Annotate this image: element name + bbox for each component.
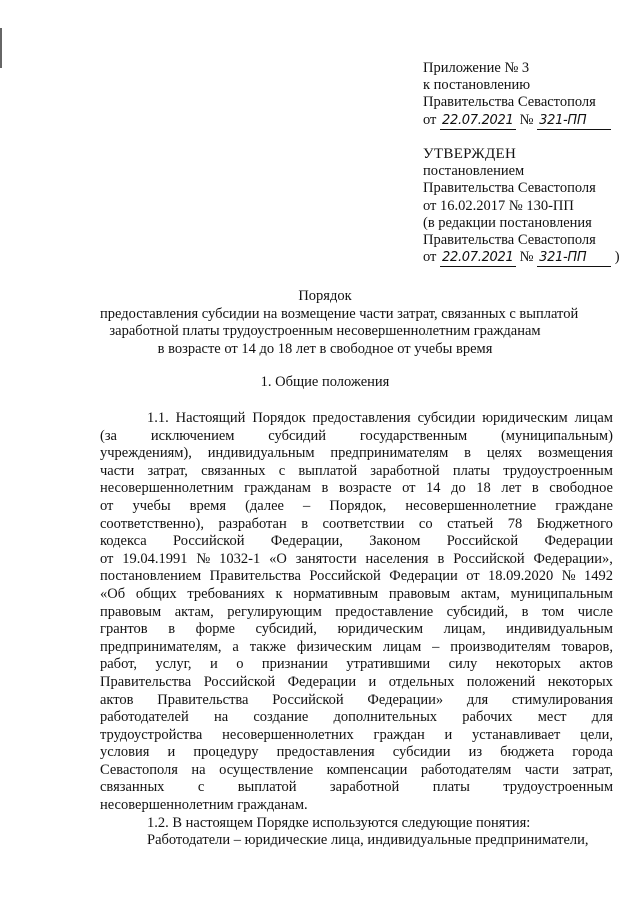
paragraph-1-3: Работодатели – юридические лица, индивидуальные предприниматели, [147, 832, 589, 849]
word: Российской [446, 533, 519, 550]
word: правовым [388, 585, 451, 602]
word: Российской [453, 550, 525, 567]
paragraph-1-1-line [100, 656, 613, 674]
paragraph-1-1-line [100, 568, 613, 586]
word: бюджета [500, 744, 555, 761]
word: актов [100, 691, 134, 708]
paragraph-1-1-line [100, 744, 613, 762]
paragraph-1-1 [100, 410, 613, 815]
paragraph-1-1-line [100, 709, 613, 727]
word: Российской [309, 568, 381, 585]
word: услуг, [155, 656, 192, 673]
word: части [100, 462, 135, 479]
word: со [418, 515, 433, 532]
word: постановлением [100, 568, 202, 585]
paragraph-1-1-line [100, 428, 613, 446]
heading-title: Порядок [298, 288, 352, 304]
document-heading [100, 288, 579, 358]
word: части [524, 761, 560, 778]
word: нормативным [293, 585, 379, 602]
appendix-block [423, 60, 633, 130]
approved-line-4: (в редакции постановления [423, 214, 592, 231]
word: – [303, 497, 311, 514]
word: осуществление [219, 761, 314, 778]
approved-title: УТВЕРЖДЕН [423, 146, 517, 162]
word: трудоустройства [100, 726, 203, 743]
word: трудоустроенным [503, 779, 613, 796]
word: учреждениям), [100, 445, 192, 462]
word: и [444, 726, 453, 743]
word: соответственно), [100, 515, 204, 532]
heading-line-2: заработной платы трудоустроенным несовершеннолетним гражданам [109, 323, 541, 340]
word: положений [466, 673, 536, 690]
word: исключением [150, 427, 235, 444]
word: Порядок [252, 410, 306, 426]
paragraph-1-1-line [100, 480, 613, 498]
heading-line-3: в возрасте от 14 до 18 лет в свободное от учебы время [157, 340, 493, 357]
word: занятости [295, 550, 357, 567]
word: (за [100, 427, 117, 444]
word: Настоящий [175, 410, 246, 426]
word: возмещения [538, 445, 613, 462]
word: лицам [382, 638, 422, 655]
word: для [466, 691, 489, 708]
word: кодекса [100, 533, 147, 550]
approved-line-5: Правительства Севастополя [423, 232, 596, 249]
word: Федерации [287, 673, 357, 690]
word: актов [579, 656, 613, 673]
appendix-date-handwritten: 22.07.2021 [440, 112, 516, 130]
word: о [236, 656, 244, 673]
approved-line-2: Правительства Севастополя [423, 180, 596, 197]
section-1-title: 1. Общие положения [260, 374, 390, 390]
appendix-line-1: Приложение № 3 [423, 60, 530, 76]
approved-block [423, 146, 633, 267]
approved-number-handwritten: 321-ПП [537, 249, 611, 267]
paragraph-1-1-line [100, 445, 613, 463]
word: на [191, 761, 206, 778]
word: в [531, 480, 539, 497]
word: процедуру [193, 744, 259, 761]
word: предоставления [312, 410, 411, 426]
paragraph-1-1-line [100, 639, 613, 657]
word: предпринимателям, [100, 638, 222, 655]
word: несовершеннолетним [100, 480, 234, 497]
word: гражданам [244, 480, 311, 497]
word: связанных [100, 779, 165, 796]
word: время [189, 497, 227, 514]
word: «Об [100, 585, 126, 602]
word: возрасте [338, 480, 392, 497]
word: в [321, 480, 329, 497]
paragraph-1-1-line [100, 498, 613, 516]
word: субсидий, [255, 621, 317, 638]
word: работодателей [100, 709, 189, 726]
word: производителям [450, 638, 551, 655]
word: грантов [100, 621, 148, 638]
word: лет [501, 480, 522, 497]
word: затрат, [147, 462, 188, 479]
word: Правительства [157, 691, 249, 708]
word: рабочих [462, 709, 513, 726]
word: в [301, 515, 309, 532]
word: 19.04.1991 [122, 550, 188, 567]
word: правовым [100, 603, 162, 620]
paragraph-1-1-line [100, 779, 613, 797]
word: заработной [370, 462, 440, 479]
word: целях [486, 445, 523, 462]
word: и [368, 673, 377, 690]
word: учебы [132, 497, 171, 514]
appendix-number-handwritten: 321-ПП [537, 112, 611, 130]
word: лицам, [443, 621, 486, 638]
word: из [468, 744, 483, 761]
word: Федерации», [533, 550, 613, 567]
word: субсидии [417, 410, 476, 426]
word: государственным [359, 427, 468, 444]
word: и [167, 744, 176, 761]
word: Федерации» [367, 691, 444, 708]
word: Российской [272, 691, 344, 708]
word: в [168, 621, 176, 638]
appendix-line-2: к постановлению [423, 77, 531, 94]
word: работодателям [420, 761, 512, 778]
word: актам, [174, 603, 214, 620]
appendix-date-prefix: от [423, 111, 437, 128]
word: силу [448, 656, 478, 673]
approved-date-prefix: от [423, 249, 437, 266]
paragraph-1-1-line [100, 621, 613, 639]
approved-number-prefix: № [519, 249, 534, 266]
word: Федерации [544, 533, 613, 550]
word: субсидий [268, 427, 327, 444]
section-1-title-wrap [100, 374, 550, 392]
word: индивидуальным [506, 621, 613, 638]
word: несовершеннолетние [405, 497, 537, 514]
word: «О [269, 550, 287, 567]
word: признании [261, 656, 328, 673]
paragraph-1-1-line [100, 727, 613, 745]
word: Порядок, [329, 497, 387, 514]
heading-line-1: предоставления субсидии на возмещение части затрат, связанных с выплатой [100, 305, 579, 322]
word: выплатой [298, 462, 358, 479]
word: предоставление [335, 603, 434, 620]
document-body [100, 410, 613, 850]
word: юридическим [337, 621, 424, 638]
word: № [196, 550, 211, 567]
word: Федерации, [270, 533, 343, 550]
word: Законом [369, 533, 421, 550]
word: в [437, 550, 445, 567]
word: от [466, 568, 480, 585]
word: Российской [203, 673, 276, 690]
word: № [561, 568, 576, 585]
word: города [572, 744, 613, 761]
paragraph-1-1-line [100, 533, 613, 551]
word: граждан [373, 726, 425, 743]
paragraph-1-1-line [100, 586, 613, 604]
word: выплатой [237, 779, 297, 796]
word: Российской [173, 533, 245, 550]
word: компенсации [326, 761, 408, 778]
word: для [591, 709, 613, 726]
word: 14 [426, 480, 441, 497]
word: мест [537, 709, 567, 726]
word: заработной [329, 779, 400, 796]
word: субсидий, [446, 603, 509, 620]
word: работ, [100, 656, 137, 673]
appendix-line-3: Правительства Севастополя [423, 94, 596, 111]
approved-close-paren: ) [614, 249, 620, 266]
approved-date-handwritten: 22.07.2021 [440, 249, 516, 267]
word: в [464, 445, 471, 462]
word: платы [452, 462, 491, 479]
word: в [521, 603, 529, 620]
appendix-date-line [423, 112, 633, 130]
word: Севастополя [100, 761, 178, 778]
word: отдельных [388, 673, 455, 690]
word: платы [432, 779, 470, 796]
word: дополнительных [333, 709, 438, 726]
word: лицам [574, 410, 613, 426]
word: субсидии [392, 744, 451, 761]
approved-line-1: постановлением [423, 163, 525, 180]
word: 1032-1 [219, 550, 261, 567]
paragraph-1-1-line [100, 604, 613, 622]
word: от [100, 550, 114, 567]
paragraph-1-1-line [100, 762, 613, 780]
appendix-number-prefix: № [519, 111, 534, 128]
word: затрат, [572, 761, 613, 778]
word: предпринимателям [330, 445, 449, 462]
word: на [213, 709, 229, 726]
word: некоторых [495, 656, 561, 673]
word: несовершеннолетних [222, 726, 354, 743]
word: (муниципальным) [500, 427, 613, 444]
word: от [100, 497, 114, 514]
paragraph-1-1-line [100, 692, 613, 710]
word: актам, [460, 585, 500, 602]
word: граждане [555, 497, 613, 514]
paragraph-1-1-line [100, 410, 613, 428]
word: с [278, 462, 286, 479]
word: предоставления [276, 744, 375, 761]
paragraph-1-2: 1.2. В настоящем Порядке используются следующие понятия: [147, 814, 531, 831]
word: условия [100, 744, 150, 761]
word: свободное [549, 480, 613, 497]
word: цели, [580, 726, 613, 743]
paragraph-1-1-line: несовершеннолетним гражданам. [100, 797, 308, 814]
approved-line-3: от 16.02.2017 № 130-ПП [423, 197, 574, 214]
word: том [541, 603, 565, 620]
word: 18.09.2020 [488, 568, 554, 585]
scan-margin-mark [0, 28, 2, 68]
word: также [249, 638, 286, 655]
word: 1492 [584, 568, 613, 585]
word: физическим [296, 638, 373, 655]
word: устанавливает [472, 726, 561, 743]
word: разработан [218, 515, 287, 532]
word: Правительства [100, 673, 192, 690]
word: населения [365, 550, 429, 567]
word: 78 [507, 515, 523, 532]
word: до [451, 480, 466, 497]
word: Бюджетного [536, 515, 613, 532]
word: Федерации [389, 568, 458, 585]
word: связанных [201, 462, 266, 479]
word: утратившими [346, 656, 431, 673]
paragraph-1-1-line [100, 463, 613, 481]
word: статьей [447, 515, 494, 532]
word: товаров, [561, 638, 613, 655]
word: к [275, 585, 283, 602]
word: 18 [476, 480, 491, 497]
word: и [209, 656, 218, 673]
word: индивидуальным [207, 445, 315, 462]
word: форме [195, 621, 235, 638]
word: трудоустроенным [503, 462, 613, 479]
word: общих [135, 585, 177, 602]
word: требованиях [187, 585, 265, 602]
word: соответствии [322, 515, 405, 532]
word: некоторых [547, 673, 613, 690]
word: от [402, 480, 416, 497]
word: числе [577, 603, 613, 620]
word: создание [253, 709, 309, 726]
word: – [432, 638, 440, 655]
paragraph-1-1-line [100, 674, 613, 692]
word: 1.1. [147, 410, 169, 426]
word: стимулирования [511, 691, 613, 708]
word: а [232, 638, 239, 655]
paragraph-1-1-line [100, 551, 613, 569]
word: муниципальным [510, 585, 613, 602]
word: (далее [245, 497, 284, 514]
word: регулирующим [227, 603, 322, 620]
word: с [197, 779, 205, 796]
word: Правительства [209, 568, 301, 585]
approved-date-line [423, 249, 633, 267]
word: юридическим [482, 410, 568, 426]
paragraph-1-1-line [100, 516, 613, 534]
